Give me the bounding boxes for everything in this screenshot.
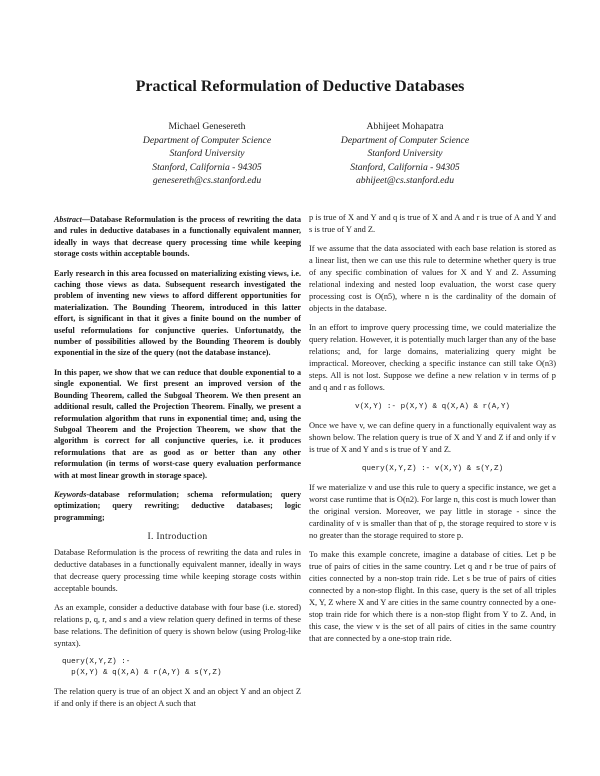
right-p3: In an effort to improve query processing time, we could materialize the query relation. However, it is potentially much larger than any of the base relations; and, for large domains, materializing query might be impractical. Moreover, checking a specific instance can still take O(n3) steps. All is not lost. Suppose we define a new relation v in terms of p and q and r as follows. — [309, 323, 556, 392]
intro-p3: The relation query is true of an object X and an object Y and an object Z if and only if there is an object A such that — [54, 687, 301, 709]
intro-p2: As an example, consider a deductive database with four base (i.e. stored) relations p, q, r, and s and a view relation query defined in terms of these base relations. The definition of query is shown below (using Prolog-like syntax). — [54, 602, 301, 648]
author-email: genesereth@cs.stanford.edu — [152, 175, 262, 187]
left-column — [54, 214, 301, 717]
right-p1: p is true of X and Y and q is true of X and A and r is true of A and Y and s is true of Y and Z. — [309, 213, 556, 234]
abstract-p1: Abstract—Database Reformulation is the process of rewriting the data and rules in deductive databases in a functionally equivalent manner, ideally in ways that decrease query processing time while keeping storage costs within acceptable bounds. — [54, 215, 301, 259]
section-heading: I. Introduction — [147, 531, 208, 543]
author-email: abhijeet@cs.stanford.edu — [356, 175, 454, 187]
code-query-def: query(X,Y,Z) :- p(X,Y) & q(X,A) & r(A,Y) & s(Y,Z) — [62, 657, 222, 677]
right-p6: To make this example concrete, imagine a database of cities. Let p be true of pairs of cities in the same country. Let q and r be true of pairs of cities connected by a non-stop train ride. Let s be true of pairs of cities connected by a non-stop flight. In this case, query is the set of all triples X, Y, Z where X and Y are cities in the same country connected by a one-stop train ride for which there is a non-stop flight from Y to Z. And, in this case, the view v is the set of all pairs of cities in the same country that are connected by a one-stop train ride. — [309, 550, 556, 643]
abstract-label: Abstract — [54, 215, 82, 224]
author-dept: Department of Computer Science — [142, 134, 272, 146]
keywords: Keywords-database reformulation; schema reformulation; query optimization; query rewriting; deductive databases; logic programming; — [54, 489, 301, 522]
code-query-v: query(X,Y,Z) :- v(X,Y) & s(Y,Z) — [361, 465, 504, 473]
keywords-label: Keywords — [54, 489, 87, 499]
author-block-2 — [290, 120, 520, 188]
abstract-p2: Early research in this area focussed on materializing existing views, i.e. caching those views as data. Subsequent research investigated the problem of inventing new views to afford different opportunities for materialization. The Bounding Theorem, introduced in this latter effort, is significant in that it gives a finite bound on the number of useful reformulations for conjunctive queries. Unfortunatdy, the number of possibilities allowed by the Bounding Theorem is doubly exponential in the size of the query (not the database instance). — [54, 268, 301, 358]
abstract-p3: In this paper, we show that we can reduce that double exponential to a single exponential. We first present an improved version of the Bounding Theorem, called the Subgoal Theorem. We then present an additional result, called the Projection Theorem. Finally, we present a reformulation algorithm that runs in exponential time; and, using the Subgoal Theorem and the Projection Theorem, we show that the algorithm is correct for all conjunctive queries, i.e. it produces reformulations that are as good as or better than any other reformulation (in terms of worst-case query evaluation performance with at most linear growth in storage space). — [54, 367, 301, 480]
author-univ: Stanford University — [367, 148, 443, 160]
right-p2: If we assume that the data associated with each base relation is stored as a linear list, then we can use this rule to determine whether query is true of any specific combination of values for X and Y and Z. Assuming relational indexing and nested loop evaluation, the worst case query processing cost is O(n5), where n is the cardinality of the domain of objects in the database. — [309, 244, 556, 313]
author-city: Stanford, California - 94305 — [152, 161, 262, 173]
paper-title: Practical Reformulation of Deductive Databases — [135, 78, 465, 95]
author-name: Abhijeet Mohapatra — [366, 121, 444, 132]
author-dept: Department of Computer Science — [340, 134, 470, 146]
intro-p1: Database Reformulation is the process of rewriting the data and rules in deductive databases in a functionally equivalent manner, ideally in ways that decrease query processing time while keeping storage costs within acceptable bounds. — [54, 547, 301, 593]
author-univ: Stanford University — [169, 148, 245, 160]
author-block-1 — [92, 120, 322, 188]
abstract — [54, 214, 301, 523]
author-name: Michael Genesereth — [168, 121, 246, 132]
right-column — [309, 212, 556, 652]
right-p4: Once we have v, we can define query in a functionally equivalent way as shown below. The relation query is true of X and Y and Z if and only if v is true of X and Y and s is true of Y and Z. — [309, 421, 556, 454]
code-v-def: v(X,Y) :- p(X,Y) & q(X,A) & r(A,Y) — [355, 403, 510, 411]
right-p5: If we materialize v and use this rule to query a specific instance, we get a worst case runtime that is O(n2). For large n, this cost is much lower than the original version. Moreover, we pay little in storage - since the cardinality of v is smaller than that of p, the storage required to store v is no greater than the storage required to store p. — [309, 483, 556, 540]
author-city: Stanford, California - 94305 — [350, 161, 460, 173]
